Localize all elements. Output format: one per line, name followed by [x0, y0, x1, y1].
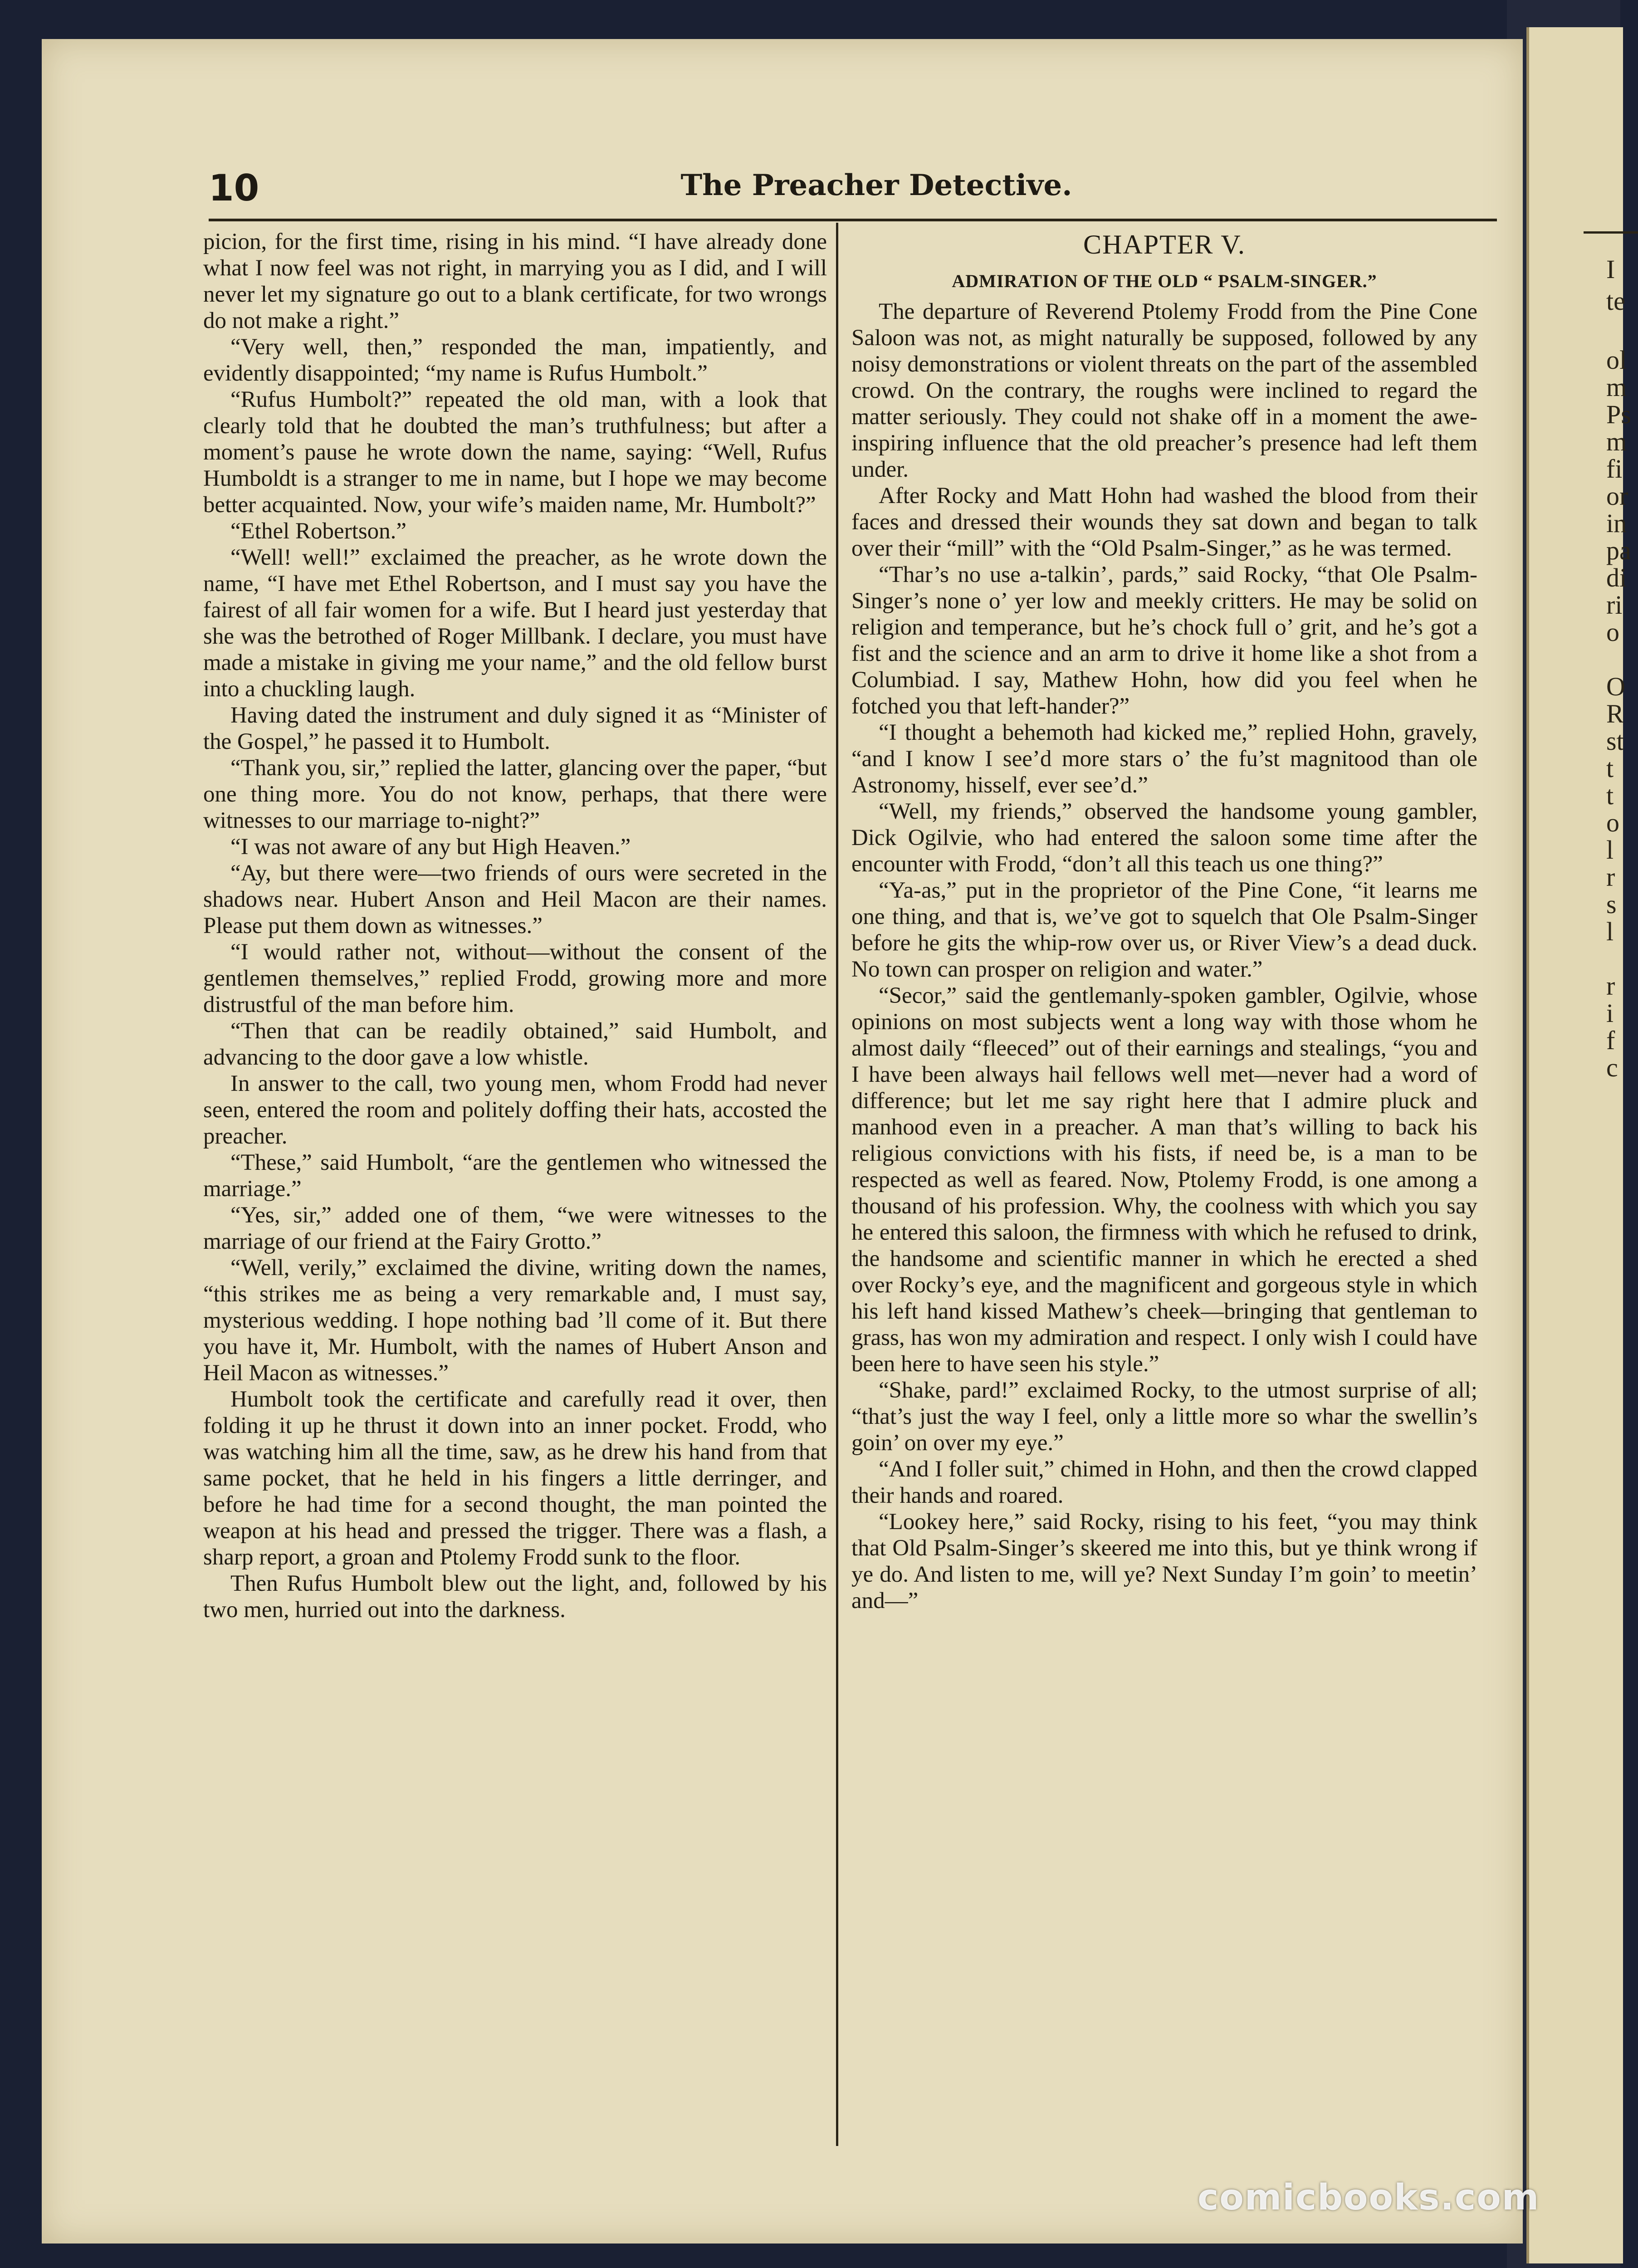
running-head: The Preacher Detective. — [680, 168, 1072, 202]
left-column — [203, 229, 827, 1623]
adjacent-page-rule — [1584, 231, 1638, 234]
paragraph: “I was not aware of any but High Heaven.” — [230, 834, 631, 860]
adjacent-page-fragment: i — [1606, 998, 1614, 1028]
site-watermark: comicbooks.com — [1198, 2177, 1540, 2218]
paragraph: “Very well, then,” responded the man, impatiently, and evidently disappointed; “my name is Rufus Humbolt.” — [203, 334, 827, 386]
adjacent-page-fragment: r — [1606, 862, 1615, 892]
adjacent-page-fragment: t — [1606, 781, 1614, 810]
paragraph: “Shake, pard!” exclaimed Rocky, to the utmost surprise of all; “that’s just the way I feel, only a little more so whar the swellin’s goin’ on over my eye.” — [851, 1378, 1477, 1456]
adjacent-page-fragment: l — [1606, 835, 1614, 865]
paragraph: “Thank you, sir,” replied the latter, glancing over the paper, “but one thing more. You do not know, perhaps, that there were witnesses to our marriage to-night?” — [203, 755, 827, 833]
adjacent-page-fragment: fi — [1606, 454, 1623, 484]
adjacent-page-fragment: di — [1606, 563, 1627, 592]
header-rule — [209, 219, 1497, 221]
paragraph: “I thought a behemoth had kicked me,” replied Hohn, gravely, “and I know I see’d more stars o’ the fu’st magnitood than ole Astronomy, hisself, ever see’d.” — [851, 720, 1477, 798]
adjacent-page-fragment: Ps — [1606, 400, 1631, 429]
adjacent-page-fragment: m — [1606, 427, 1627, 456]
adjacent-page-fragment: or — [1606, 481, 1628, 511]
adjacent-page-fragment: st — [1606, 726, 1624, 756]
adjacent-page-fragment: pa — [1606, 536, 1631, 565]
adjacent-page-fragment: te — [1606, 286, 1625, 316]
book-page — [42, 39, 1523, 2244]
paragraph: In answer to the call, two young men, whom Frodd had never seen, entered the room and politely doffing their hats, accosted the preacher. — [203, 1071, 827, 1149]
paragraph: Having dated the instrument and duly signed it as “Minister of the Gospel,” he passed it to Humbolt. — [203, 703, 827, 754]
paragraph: “I would rather not, without—without the consent of the gentlemen themselves,” replied Frodd, growing more and more distrustful of the man before him. — [203, 939, 827, 1017]
paragraph: “Well, verily,” exclaimed the divine, writing down the names, “this strikes me as being a very remarkable and, I must say, mysterious wedding. I hope nothing bad ’ll come of it. But there you have it, Mr. Humbolt, with the names of Hubert Anson and Heil Macon as witnesses.” — [203, 1255, 827, 1386]
paragraph: “Secor,” said the gentlemanly-spoken gambler, Ogilvie, whose opinions on most subjects went a long way with those whom he almost daily “fleeced” out of their earnings and stealings, “you and I have been always hail fellows well met—never had a word of difference; but let me say right here that I admire pluck and manhood even in a preacher. A man that’s willing to back his religious convictions with his fists, if need be, is a man to be respected as well as feared. Now, Ptolemy Frodd, is one among a thousand of his profession. Why, the coolness with which you say he entered this saloon, the firmness with which he refused to drink, the handsome and scientific manner in which he erected a shed over Rocky’s eye, and the magnificent and gorgeous style in which his left hand kissed Mathew’s cheek—bringing that gentleman to grass, has won my admiration and respect. I only wish I could have been here to have seen his style.” — [851, 983, 1477, 1377]
chapter-title: CHAPTER V. — [1083, 230, 1246, 259]
paragraph: “Then that can be readily obtained,” said Humbolt, and advancing to the door gave a low whistle. — [203, 1018, 827, 1070]
paragraph: After Rocky and Matt Hohn had washed the blood from their faces and dressed their wounds they sat down and began to talk over their “mill” with the “Old Psalm-Singer,” as he was termed. — [851, 483, 1477, 561]
adjacent-page-fragment: t — [1606, 753, 1614, 783]
adjacent-page-fragment: o — [1606, 808, 1619, 837]
adjacent-page-fragment: l — [1606, 917, 1614, 946]
adjacent-page-fragment: o — [1606, 617, 1619, 647]
adjacent-page-fragment: s — [1606, 890, 1617, 919]
paragraph: “And I foller suit,” chimed in Hohn, and then the crowd clapped their hands and roared. — [851, 1457, 1477, 1508]
adjacent-page-fragment: ri — [1606, 590, 1623, 620]
adjacent-page-fragment: m — [1606, 372, 1627, 402]
page-number: 10 — [209, 167, 259, 209]
adjacent-page-fragment: O — [1606, 672, 1625, 701]
adjacent-page-fragment: r — [1606, 971, 1615, 1001]
adjacent-page-fragment: c — [1606, 1053, 1618, 1082]
adjacent-page-fragment: R — [1606, 699, 1624, 728]
paragraph: “Thar’s no use a-talkin’, pards,” said Rocky, “that Ole Psalm-Singer’s none o’ yer low and meekly critters. He may be solid on religion and temperance, but he’s chock full o’ grit, and he’s got a fist and the science and an arm to drive it home like a shot from a Columbiad. I say, Mathew Hohn, how did you feel when he fotched you that left-hander?” — [851, 562, 1477, 719]
paragraph: “Well, my friends,” observed the handsome young gambler, Dick Ogilvie, who had entered the saloon some time after the encounter with Frodd, “don’t all this teach us one thing?” — [851, 799, 1477, 877]
adjacent-page-fragment: ol — [1606, 345, 1627, 375]
paragraph: “Lookey here,” said Rocky, rising to his feet, “you may think that Old Psalm-Singer’s skeered me into this, but ye think wrong if ye do. And listen to me, will ye? Next Sunday I’m goin’ to meetin’ and—” — [851, 1509, 1477, 1613]
paragraph: The departure of Reverend Ptolemy Frodd from the Pine Cone Saloon was not, as might naturally be supposed, followed by any noisy demonstrations or violent threats on the part of the assembled crowd. On the contrary, the roughs were inclined to regard the matter seriously. They could not shake off in a moment the awe-inspiring influence that the old preacher’s presence had left them under. — [851, 299, 1477, 482]
adjacent-page-fragment: I — [1606, 254, 1615, 284]
paragraph: “Yes, sir,” added one of them, “we were witnesses to the marriage of our friend at the Fairy Grotto.” — [203, 1202, 827, 1254]
paragraph: “Ya-as,” put in the proprietor of the Pine Cone, “it learns me one thing, and that is, we’ve got to squelch that Ole Psalm-Singer before he gits the whip-row over us, or River View’s a dead duck. No town can prosper on religion and water.” — [851, 878, 1477, 982]
adjacent-page-fragment: in — [1606, 508, 1627, 538]
paragraph: “Ethel Robertson.” — [230, 518, 407, 544]
column-divider — [836, 223, 838, 2146]
paragraph: “These,” said Humbolt, “are the gentlemen who witnessed the marriage.” — [203, 1150, 827, 1202]
adjacent-page-fragment: f — [1606, 1026, 1615, 1055]
paragraph: “Rufus Humbolt?” repeated the old man, with a look that clearly told that he doubted the man’s truthfulness; but after a moment’s pause he wrote down the name, saying: “Well, Rufus Humboldt is a stranger to me in name, but I hope we may become better acquainted. Now, your wife’s maiden name, Mr. Humbolt?” — [203, 387, 827, 518]
right-column — [851, 229, 1477, 1614]
paragraph: “Ay, but there were—two friends of ours were secreted in the shadows near. Hubert Anson and Heil Macon are their names. Please put them down as witnesses.” — [203, 860, 827, 938]
paragraph: “Well! well!” exclaimed the preacher, as he wrote down the name, “I have met Ethel Robertson, and I must say you have the fairest of all fair women for a wife. But I heard just yesterday that she was the betrothed of Roger Millbank. I declare, you must have made a mistake in giving me your name,” and the old fellow burst into a chuckling laugh. — [203, 545, 827, 702]
paragraph: picion, for the first time, rising in his mind. “I have already done what I now feel was not right, in marrying you as I did, and I will never let my signature go out to a blank certificate, for two wrongs do not make a right.” — [203, 229, 827, 333]
adjacent-page-edge — [1526, 27, 1631, 2263]
paragraph: Humbolt took the certificate and carefully read it over, then folding it up he thrust it down into an inner pocket. Frodd, who was watching him all the time, saw, as he drew his hand from that same pocket, that he held in his fingers a little derringer, and before he had time for a second thought, the man pointed the weapon at his head and pressed the trigger. There was a flash, a sharp report, a groan and Ptolemy Frodd sunk to the floor. — [203, 1387, 827, 1570]
paragraph: Then Rufus Humbolt blew out the light, and, followed by his two men, hurried out into the darkness. — [203, 1571, 827, 1623]
chapter-subtitle: ADMIRATION OF THE OLD “ PSALM-SINGER.” — [952, 271, 1377, 291]
